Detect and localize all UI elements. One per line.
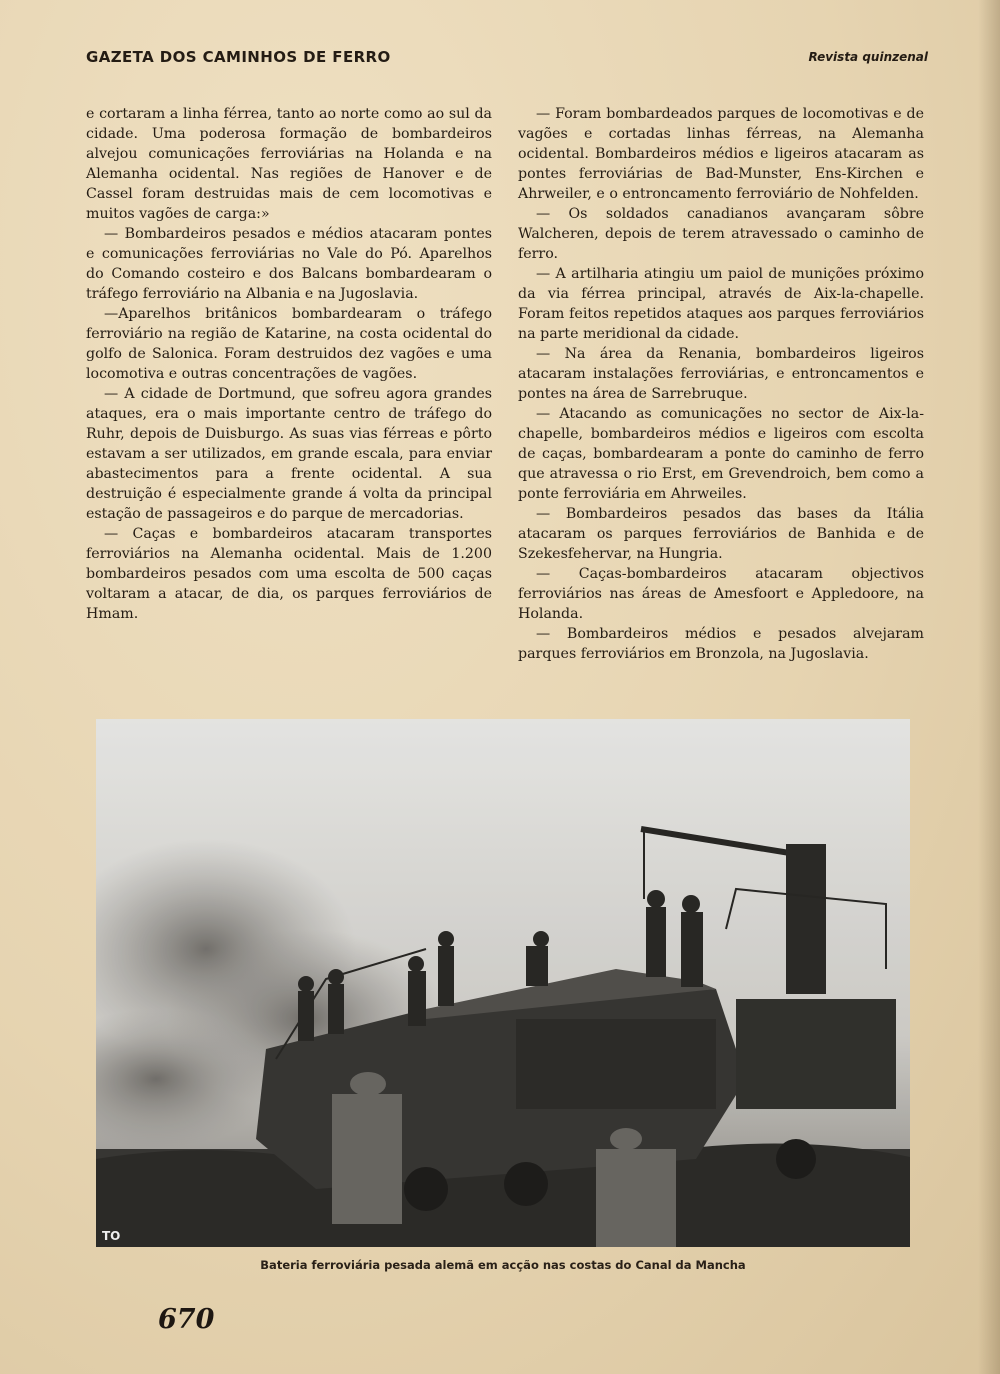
paragraph: — Foram bombardeados parques de locomotivas e de vagões e cortadas linhas férreas, na Alemanha ocidental. Bombardeiros médios e ligeiros atacaram as pontes ferroviárias de Bad-Munster, Ens-Kirchen e Ahrweiler, e o entroncamento ferroviário de Nohfelden. <box>518 106 924 202</box>
left-text-column <box>86 104 492 624</box>
paragraph: — A artilharia atingiu um paiol de munições próximo da via férrea principal, através de Aix-la-chapelle. Foram feitos repetidos ataques aos parques ferroviários na parte meridional da cidade. <box>518 266 924 342</box>
paragraph: — Atacando as comunicações no sector de Aix-la-chapelle, bombardeiros médios e ligeiros com escolta de caças, bombardearam a ponte do caminho de ferro que atravessa o rio Erst, em Grevendroich, bem como a ponte ferroviária em Ahrweiles. <box>518 406 924 502</box>
page-edge-shadow <box>978 0 1000 1374</box>
paragraph: — A cidade de Dortmund, que sofreu agora grandes ataques, era o mais importante centro de tráfego do Ruhr, depois de Duisburgo. As suas vias férreas e pôrto estavam a ser utilizados, em grande escala, para enviar abastecimentos para a frente ocidental. A sua destruição é especialmente grande á volta da principal estação de passageiros e do parque de mercadorias. <box>86 386 492 522</box>
publication-subtitle: Revista quinzenal <box>808 50 928 64</box>
paragraph: — Os soldados canadianos avançaram sôbre Walcheren, depois de terem atravessado o caminho de ferro. <box>518 206 924 262</box>
page-number: 670 <box>158 1304 215 1335</box>
railway-gun-photo <box>96 719 910 1247</box>
publication-title: GAZETA DOS CAMINHOS DE FERRO <box>86 48 391 66</box>
running-header <box>86 46 928 72</box>
paragraph: — Na área da Renania, bombardeiros ligeiros atacaram instalações ferroviárias, e entroncamentos e pontes na área de Sarrebruque. <box>518 346 924 402</box>
paragraph: — Bombardeiros pesados das bases da Itália atacaram os parques ferroviários de Banhida e de Szekesfehervar, na Hungria. <box>518 506 924 562</box>
paragraph: — Caças-bombardeiros atacaram objectivos ferroviários nas áreas de Amesfoort e Appledoore, na Holanda. <box>518 566 924 622</box>
paragraph: — Caças e bombardeiros atacaram transportes ferroviários na Alemanha ocidental. Mais de 1.200 bombardeiros pesados com uma escolta de 500 caças voltaram a atacar, de dia, os parques ferroviários de Hmam. <box>86 526 492 622</box>
right-text-column <box>518 104 924 664</box>
paragraph: — Bombardeiros pesados e médios atacaram pontes e comunicações ferroviárias no Vale do Pó. Aparelhos do Comando costeiro e dos Balcans bombardearam o tráfego ferroviário na Albania e na Jugoslavia. <box>86 226 492 302</box>
photo-caption: Bateria ferroviária pesada alemã em acção nas costas do Canal da Mancha <box>260 1258 746 1272</box>
paragraph: e cortaram a linha férrea, tanto ao norte como ao sul da cidade. Uma poderosa formação de bombardeiros alvejou comunicações ferroviárias na Holanda e na Alemanha ocidental. Nas regiões de Hanover e de Cassel foram destruidas mais de cem locomotivas e muitos vagões de carga:» <box>86 106 492 222</box>
photo-credit: TO <box>102 1229 121 1243</box>
paragraph: —Aparelhos britânicos bombardearam o tráfego ferroviário na região de Katarine, na costa ocidental do golfo de Salonica. Foram destruidos dez vagões e uma locomotiva e outras concentrações de vagões. <box>86 306 492 382</box>
paragraph: — Bombardeiros médios e pesados alvejaram parques ferroviários em Bronzola, na Jugoslavia. <box>518 626 924 662</box>
photo-illustration <box>96 719 910 1247</box>
